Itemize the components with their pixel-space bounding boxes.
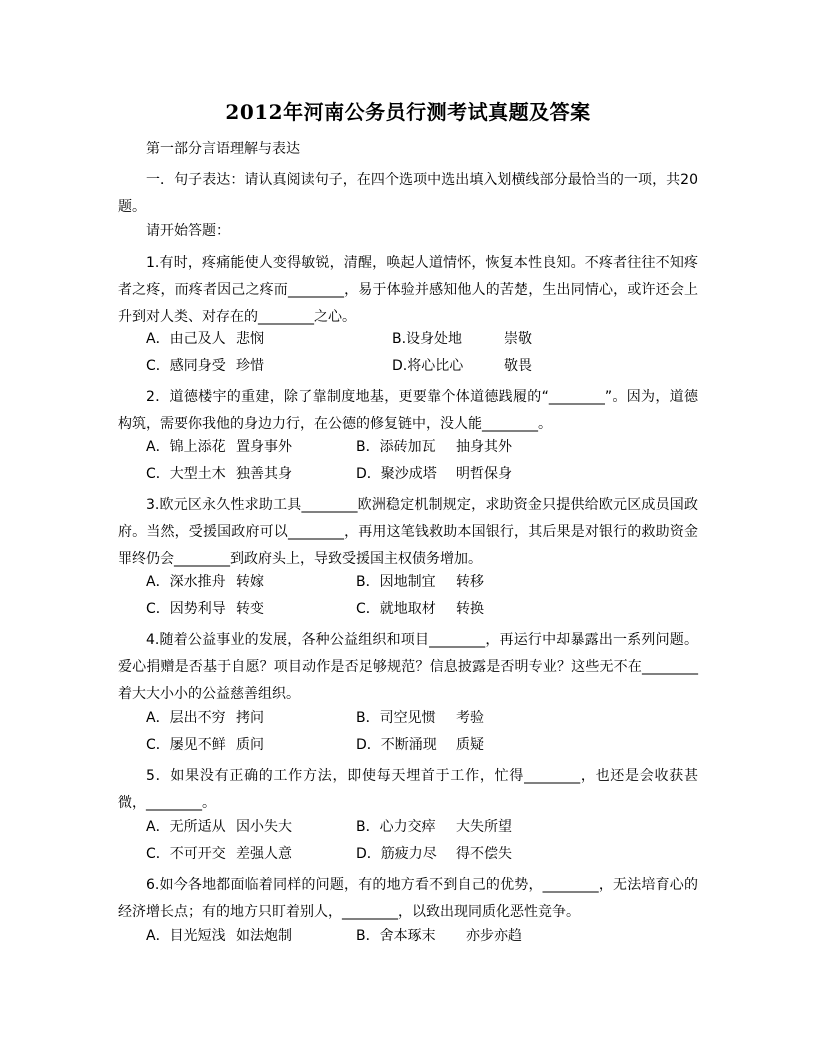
question-5-option-b xyxy=(356,818,512,836)
document-title: 2012年河南公务员行测考试真题及答案 xyxy=(225,100,591,124)
option-label: C．感同身受 xyxy=(146,358,226,374)
question-3-option-b xyxy=(356,573,484,591)
option-answer: 亦步亦趋 xyxy=(466,928,522,944)
option-label: B．心力交瘁 xyxy=(356,819,436,835)
option-label: A．无所适从 xyxy=(146,819,226,835)
question-5-option-c xyxy=(146,845,292,863)
option-answer: 质问 xyxy=(236,737,264,753)
question-2-option-b xyxy=(356,438,512,456)
option-answer: 如法炮制 xyxy=(236,928,292,944)
question-1-stem: 1.有时，疼痛能使人变得敏锐，清醒，唤起人道情怀，恢复本性良知。不疼者往往不知疼者之疼，而疼者因己之疼而________，易于体验并感知他人的苦楚，生出同情心，或许还会上升到对人类、对存在的________之心。 xyxy=(118,255,698,325)
option-label: D．不断涌现 xyxy=(356,737,437,753)
option-label: A．由己及人 xyxy=(146,331,226,347)
option-answer: 大失所望 xyxy=(456,819,512,835)
option-answer: 转变 xyxy=(236,601,264,617)
option-answer: 珍惜 xyxy=(236,358,264,374)
option-label: C．屡见不鲜 xyxy=(146,737,226,753)
option-answer: 拷问 xyxy=(236,710,264,726)
question-5-option-a xyxy=(146,818,292,836)
option-answer: 悲悯 xyxy=(236,331,264,347)
start-prompt: 请开始答题： xyxy=(146,223,230,239)
option-answer: 考验 xyxy=(456,710,484,726)
option-answer: 独善其身 xyxy=(236,466,292,482)
question-3-option-c xyxy=(146,600,264,618)
instructions: 一．句子表达：请认真阅读句子，在四个选项中选出填入划横线部分最恰当的一项，共20题。 xyxy=(118,172,698,215)
option-label: B．添砖加瓦 xyxy=(356,439,436,455)
option-answer: 抽身其外 xyxy=(456,439,512,455)
option-label: A．深水推舟 xyxy=(146,574,226,590)
option-answer: 转换 xyxy=(456,601,484,617)
option-label: B.设身处地 xyxy=(392,331,463,347)
option-answer: 差强人意 xyxy=(236,846,292,862)
option-label: A．目光短浅 xyxy=(146,928,226,944)
question-6-option-a xyxy=(146,927,292,945)
option-label: D.将心比心 xyxy=(392,358,464,374)
question-1-option-b xyxy=(392,330,532,348)
question-4-option-c xyxy=(146,736,264,754)
question-3-stem: 3.欧元区永久性求助工具________欧洲稳定机制规定，求助资金只提供给欧元区成员国政府。当然，受援国政府可以________，再用这笔钱救助本国银行，其后果是对银行的救助资金罪终仍会________到政府头上，导致受援国主权债务增加。 xyxy=(118,497,698,567)
option-label: C．不可开交 xyxy=(146,846,226,862)
question-4-stem: 4.随着公益事业的发展，各种公益组织和项目________，再运行中却暴露出一系列问题。爱心捐赠是否基于自愿？项目动作是否足够规范？信息披露是否明专业？这些无不在________着大大小小的公益慈善组织。 xyxy=(118,632,698,702)
question-2-option-c xyxy=(146,465,292,483)
option-answer: 因小失大 xyxy=(236,819,292,835)
option-answer: 敬畏 xyxy=(504,358,532,374)
question-1-option-a xyxy=(146,330,264,348)
option-label: B．因地制宜 xyxy=(356,574,436,590)
question-2-option-a xyxy=(146,438,292,456)
option-label: D．筋疲力尽 xyxy=(356,846,437,862)
option-label: B．舍本琢末 xyxy=(356,928,436,944)
question-5-option-d xyxy=(356,845,512,863)
question-5-stem: 5．如果没有正确的工作方法，即使每天埋首于工作，忙得________，也还是会收获甚微，________。 xyxy=(118,768,698,811)
option-answer: 置身事外 xyxy=(236,439,292,455)
question-3-option-d xyxy=(356,600,484,618)
option-label: A．层出不穷 xyxy=(146,710,226,726)
option-answer: 崇敬 xyxy=(504,331,532,347)
option-label: D．聚沙成塔 xyxy=(356,466,437,482)
option-label: A．锦上添花 xyxy=(146,439,226,455)
option-label: C．因势利导 xyxy=(146,601,226,617)
option-answer: 明哲保身 xyxy=(456,466,512,482)
question-4-option-b xyxy=(356,709,484,727)
option-answer: 转嫁 xyxy=(236,574,264,590)
option-answer: 转移 xyxy=(456,574,484,590)
question-3-option-a xyxy=(146,573,264,591)
question-2-stem: 2．道德楼宇的重建，除了靠制度地基，更要靠个体道德践履的“________”。因为，道德构筑，需要你我他的身边力行，在公德的修复链中，没人能________。 xyxy=(118,389,698,432)
question-6-option-b xyxy=(356,927,522,945)
question-4-option-d xyxy=(356,736,484,754)
question-6-stem: 6.如今各地都面临着同样的问题，有的地方看不到自己的优势，________，无法培育心的经济增长点；有的地方只盯着别人，________，以致出现同质化恶性竞争。 xyxy=(118,877,698,920)
question-1-option-c xyxy=(146,357,264,375)
option-answer: 质疑 xyxy=(456,737,484,753)
section-heading: 第一部分言语理解与表达 xyxy=(146,141,300,157)
option-label: C．大型土木 xyxy=(146,466,226,482)
question-2-option-d xyxy=(356,465,512,483)
option-label: B．司空见惯 xyxy=(356,710,436,726)
question-1-option-d xyxy=(392,357,532,375)
question-4-option-a xyxy=(146,709,264,727)
option-answer: 得不偿失 xyxy=(456,846,512,862)
option-label: C．就地取材 xyxy=(356,601,436,617)
